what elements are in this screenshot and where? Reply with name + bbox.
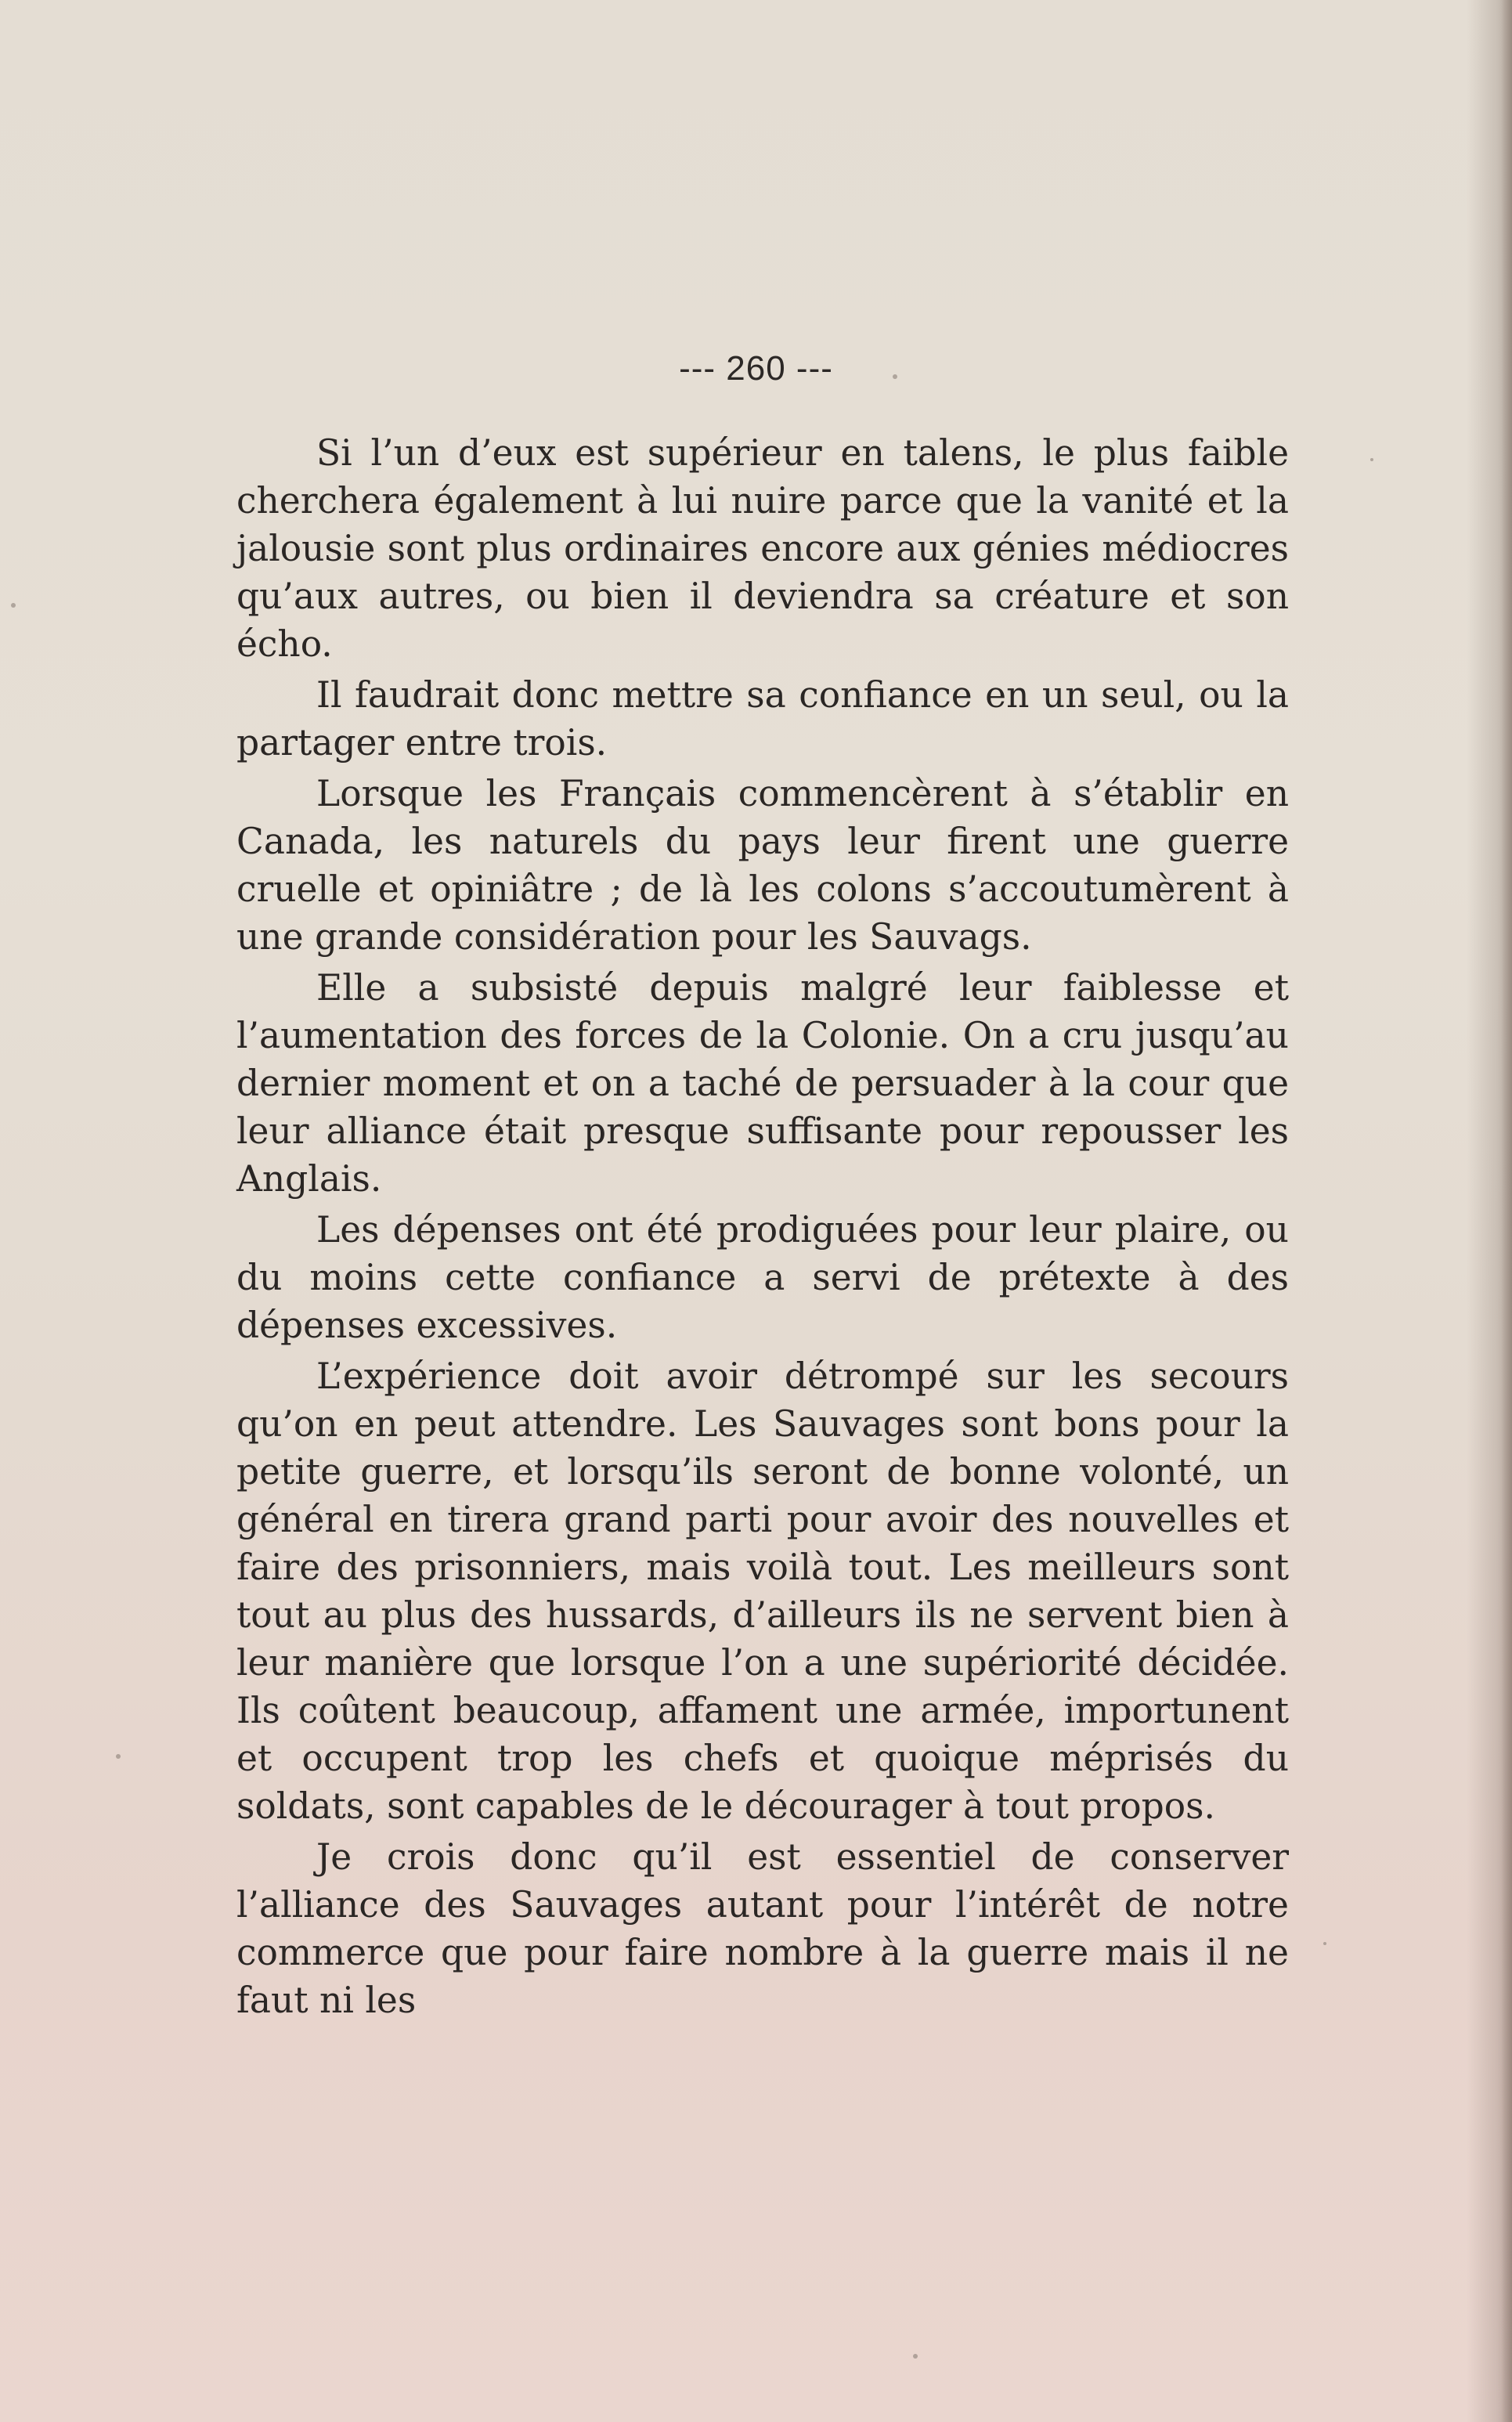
paragraph: Si l’un d’eux est supérieur en talens, le plus faible cherchera également à lui nuire parce que la vanité et la jalousie sont plus ordinaires encore aux génies médiocres qu’aux autres, ou bien il deviendra sa créature et son écho. — [236, 432, 1289, 665]
paragraph: Elle a subsisté depuis malgré leur faiblesse et l’aumentation des forces de la Colonie. On a cru jusqu’au dernier moment et on a taché de persuader à la cour que leur alliance était presque suffisante pour repousser les Anglais. — [236, 967, 1289, 1200]
paper-speck — [116, 1754, 121, 1759]
paper-speck — [913, 2354, 918, 2359]
paper-speck — [1370, 458, 1373, 461]
paper-speck — [1323, 1942, 1326, 1945]
paragraph: Lorsque les Français commencèrent à s’établir en Canada, les naturels du pays leur firent une guerre cruelle et opiniâtre ; de là les colons s’accoutumèrent à une grande considération pour les Sauvags. — [236, 773, 1289, 958]
body-text — [236, 429, 1289, 2027]
paper-speck — [893, 374, 897, 379]
paragraph: L’expérience doit avoir détrompé sur les secours qu’on en peut attendre. Les Sauvages sont bons pour la petite guerre, et lorsqu’ils seront de bonne volonté, un général en tirera grand parti pour avoir des nouvelles et faire des prisonniers, mais voilà tout. Les meilleurs sont tout au plus des hussards, d’ailleurs ils ne servent bien à leur manière que lorsque l’on a une supériorité décidée. Ils coûtent beaucoup, affament une armée, importunent et occupent trop les chefs et quoique méprisés du soldats, sont capables de le décourager à tout propos. — [236, 1355, 1289, 1827]
page-number: --- 260 --- — [679, 349, 833, 388]
paper-speck — [11, 603, 16, 608]
paragraph: Je crois donc qu’il est essentiel de conserver l’alliance des Sauvages autant pour l’intérêt de notre commerce que pour faire nombre à la guerre mais il ne faut ni les — [236, 1836, 1289, 2021]
paragraph: Il faudrait donc mettre sa confiance en un seul, ou la partager entre trois. — [236, 674, 1289, 763]
paragraph: Les dépenses ont été prodiguées pour leur plaire, ou du moins cette confiance a servi de prétexte à des dépenses excessives. — [236, 1209, 1289, 1346]
